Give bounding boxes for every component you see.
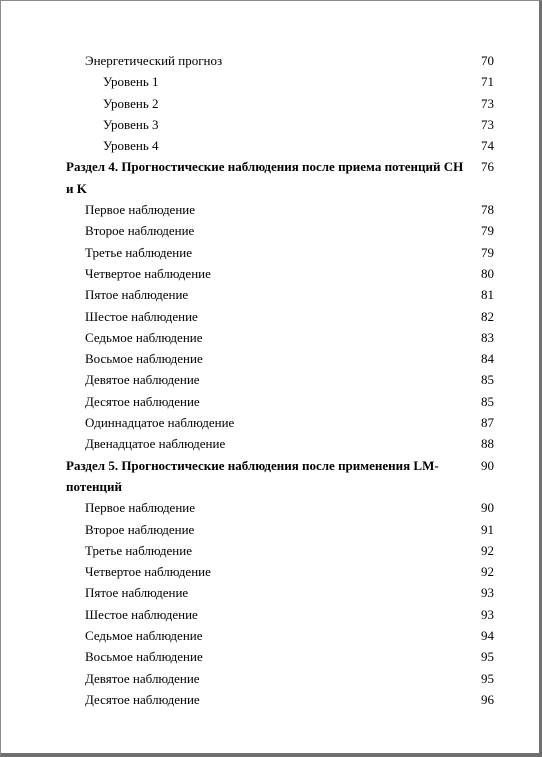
toc-entry-title: Третье наблюдение [85,244,192,260]
toc-entry-title: Пятое наблюдение [85,585,189,601]
toc-entry-title: Одиннадцатое наблюдение [85,415,235,431]
toc-entry-title: Шестое наблюдение [85,606,198,622]
toc-entry [1,519,539,540]
toc-entry [1,135,539,156]
toc-entry-page-number: 79 [481,244,494,260]
toc-entry-title: Девятое наблюдение [85,670,200,686]
toc-entry-page-number: 91 [481,521,494,537]
toc-entry-title: Уровень 4 [103,138,159,154]
toc-entry [1,391,539,412]
toc-entry [1,369,539,390]
toc-entry [1,263,539,284]
toc-entry [1,199,539,220]
toc-entry-title: Первое наблюдение [85,500,196,516]
toc-entry [1,50,539,71]
toc-entry [1,646,539,667]
toc-entry-page-number: 80 [481,265,494,281]
toc-entry-page-number: 96 [481,691,494,707]
toc-entry-title: Первое наблюдение [85,202,196,218]
toc-entry-title: Десятое наблюдение [85,393,200,409]
toc-entry-page-number: 95 [481,649,494,665]
toc-entry [1,604,539,625]
toc-entry-page-number: 92 [481,542,494,558]
toc-entry-page-number: 82 [481,308,494,324]
toc-section-heading [1,455,539,498]
toc-entry-page-number: 78 [481,202,494,218]
toc-entry-title: Четвертое наблюдение [85,564,211,580]
toc-entry-title: Четвертое наблюдение [85,265,211,281]
toc-entry-page-number: 74 [481,138,494,154]
toc-entry-page-number: 83 [481,329,494,345]
toc-entry [1,668,539,689]
toc-entry-title: Восьмое наблюдение [85,649,203,665]
toc-entry-title: Раздел 5. Прогностические наблюдения после применения LM-потенций [66,457,439,494]
toc-entry [1,220,539,241]
toc-entry-page-number: 85 [481,393,494,409]
toc-entry-page-number: 94 [481,628,494,644]
toc-entry-title: Пятое наблюдение [85,287,189,303]
toc-entry [1,625,539,646]
toc-entry-title: Вторoе наблюдение [85,223,195,239]
toc-entry-title: Уровень 2 [103,95,159,111]
toc-entry [1,306,539,327]
toc-entry-page-number: 81 [481,287,494,303]
toc-entry-title: Уровень 3 [103,116,159,132]
toc-entry [1,71,539,92]
toc-entry [1,412,539,433]
toc-entry-page-number: 92 [481,564,494,580]
toc-entry [1,327,539,348]
toc-entry-page-number: 84 [481,351,494,367]
toc-entry-page-number: 76 [481,159,494,175]
toc-entry-title: Восьмое наблюдение [85,351,203,367]
toc-entry [1,114,539,135]
toc-entry [1,540,539,561]
toc-section-heading [1,156,539,199]
toc-entry-page-number: 87 [481,415,494,431]
toc-entry-page-number: 93 [481,585,494,601]
toc-entry-title: Двенадцатое наблюдение [85,436,226,452]
toc-entry [1,689,539,710]
toc-entry [1,497,539,518]
toc-entry-title: Уровень 1 [103,74,159,90]
toc-entry [1,284,539,305]
table-of-contents [1,50,539,710]
toc-entry [1,582,539,603]
toc-entry-page-number: 93 [481,606,494,622]
toc-entry-title: Третье наблюдение [85,542,192,558]
toc-entry [1,561,539,582]
toc-entry-page-number: 90 [481,457,494,473]
toc-entry-title: Вторoе наблюдение [85,521,195,537]
toc-entry [1,93,539,114]
toc-entry [1,433,539,454]
toc-entry-title: Энергетический прогноз [85,53,223,68]
toc-entry-page-number: 88 [481,436,494,452]
toc-entry-title: Девятое наблюдение [85,372,200,388]
toc-entry [1,348,539,369]
toc-entry-page-number: 95 [481,670,494,686]
toc-entry-page-number: 71 [481,74,494,90]
toc-entry-page-number: 90 [481,500,494,516]
toc-entry-page-number: 79 [481,223,494,239]
toc-entry-title: Раздел 4. Прогностические наблюдения после приема потенций CH и K [66,159,464,196]
toc-entry-title: Шестое наблюдение [85,308,198,324]
toc-entry [1,242,539,263]
toc-entry-title: Седьмое наблюдение [85,329,203,345]
toc-entry-page-number: 70 [481,53,494,68]
toc-entry-title: Седьмое наблюдение [85,628,203,644]
toc-entry-title: Десятое наблюдение [85,691,200,707]
toc-entry-page-number: 73 [481,95,494,111]
toc-entry-page-number: 73 [481,116,494,132]
toc-entry-page-number: 85 [481,372,494,388]
